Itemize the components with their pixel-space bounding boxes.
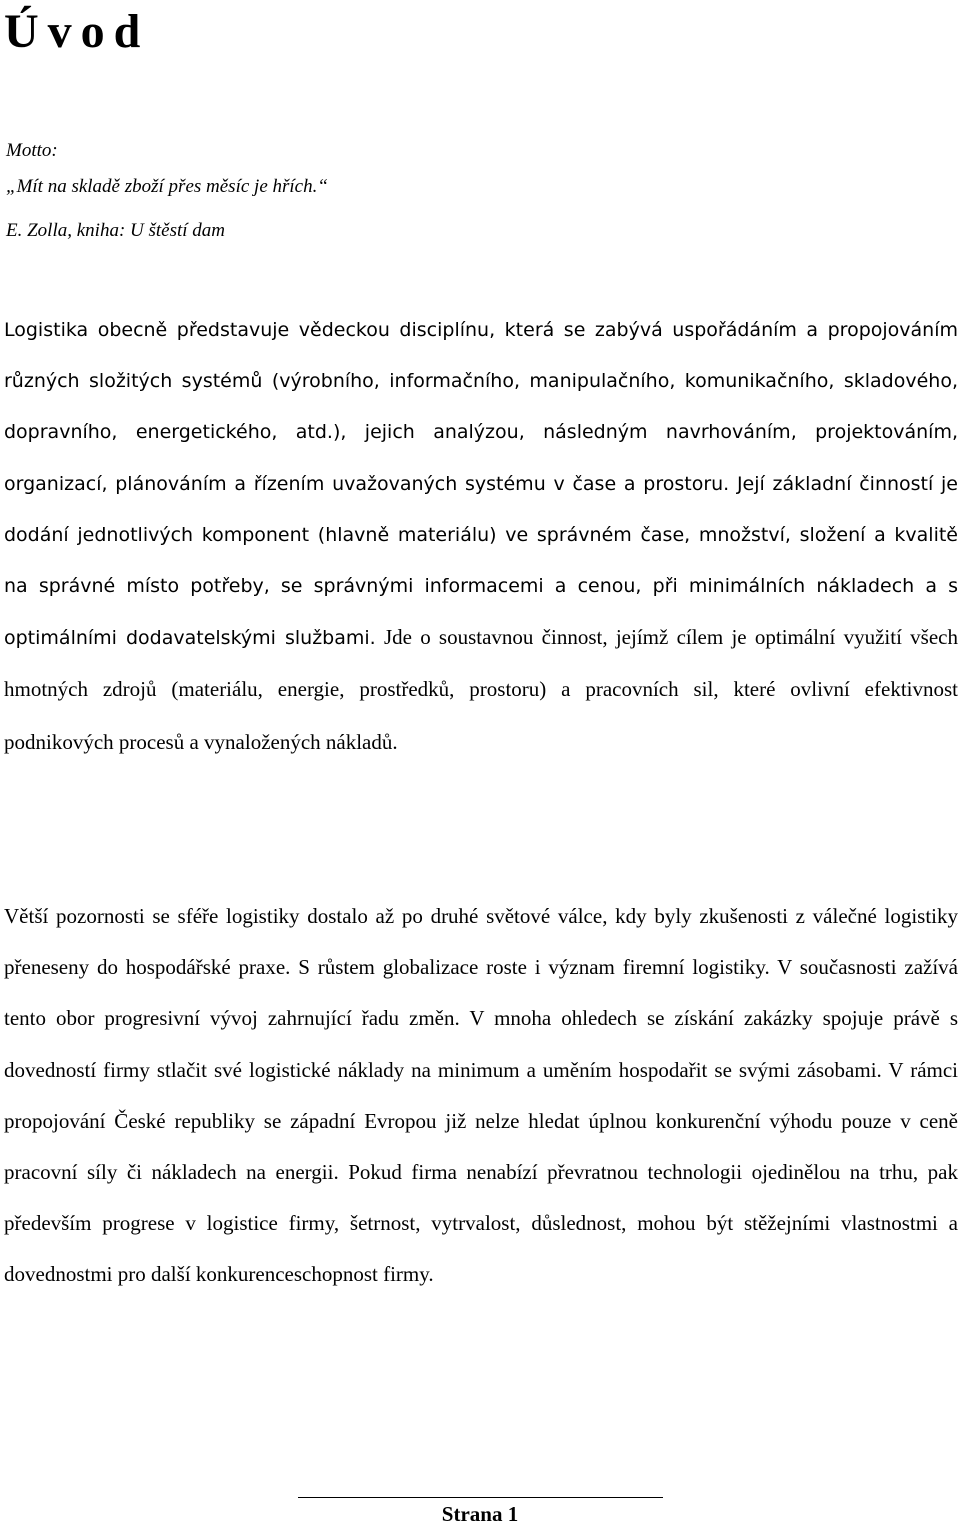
motto-quote: „Mít na skladě zboží přes měsíc je hřích.“ (6, 176, 328, 197)
paragraph-intro-continuation: Jde o soustavnou činnost, jejímž cílem je optimální využití všech hmotných zdrojů (materiálu, energie, prostředků, prostoru) a pracovních sil, které ovlivní efektivnost podnikových procesů a vynaložených nákladů. (4, 625, 958, 754)
paragraph-intro-text: Logistika obecně představuje vědeckou disciplínu, která se zabývá uspořádáním a propojováním různých složitých systémů (výrobního, informačního, manipulačního, komunikačního, skladového, dopravního, energetického, atd.), jejich analýzou, následným navrhováním, projektováním, organizací, plánováním a řízením uvažovaných systému v čase a prostoru. Její základní činností je dodání jednotlivých komponent (hlavně materiálu) ve správném čase, množství, složení a kvalitě na správné místo potřeby, se správnými informacemi a cenou, při minimálních nákladech a s optimálními dodavatelskými službami. (4, 319, 958, 650)
page-title: Úvod (4, 5, 150, 58)
footer-divider (298, 1497, 663, 1498)
motto-label: Motto: (6, 140, 58, 161)
paragraph-history: Větší pozornosti se sféře logistiky dostalo až po druhé světové válce, kdy byly zkušenosti z válečné logistiky přeneseny do hospodářské praxe. S růstem globalizace roste i význam firemní logistiky. V současnosti zažívá tento obor progresivní vývoj zahrnující řadu změn. V mnoha ohledech se získání zakázky spojuje právě s dovedností firmy stlačit své logistické náklady na minimum a uměním hospodařit se svými zásobami. V rámci propojování České republiky se západní Evropou již nelze hledat úplnou konkurenční výhodu pouze v ceně pracovní síly či nákladech na energii. Pokud firma nenabízí převratnou technologii ojedinělou na trhu, pak především progrese v logistice firmy, šetrnost, vytrvalost, důslednost, mohou být stěžejními vlastnostmi a dovednostmi pro další konkurenceschopnost firmy. (4, 904, 958, 1287)
page-number: Strana 1 (441, 1502, 519, 1526)
paragraph-intro (4, 305, 958, 769)
motto-source: E. Zolla, kniha: U štěstí dam (6, 220, 226, 241)
